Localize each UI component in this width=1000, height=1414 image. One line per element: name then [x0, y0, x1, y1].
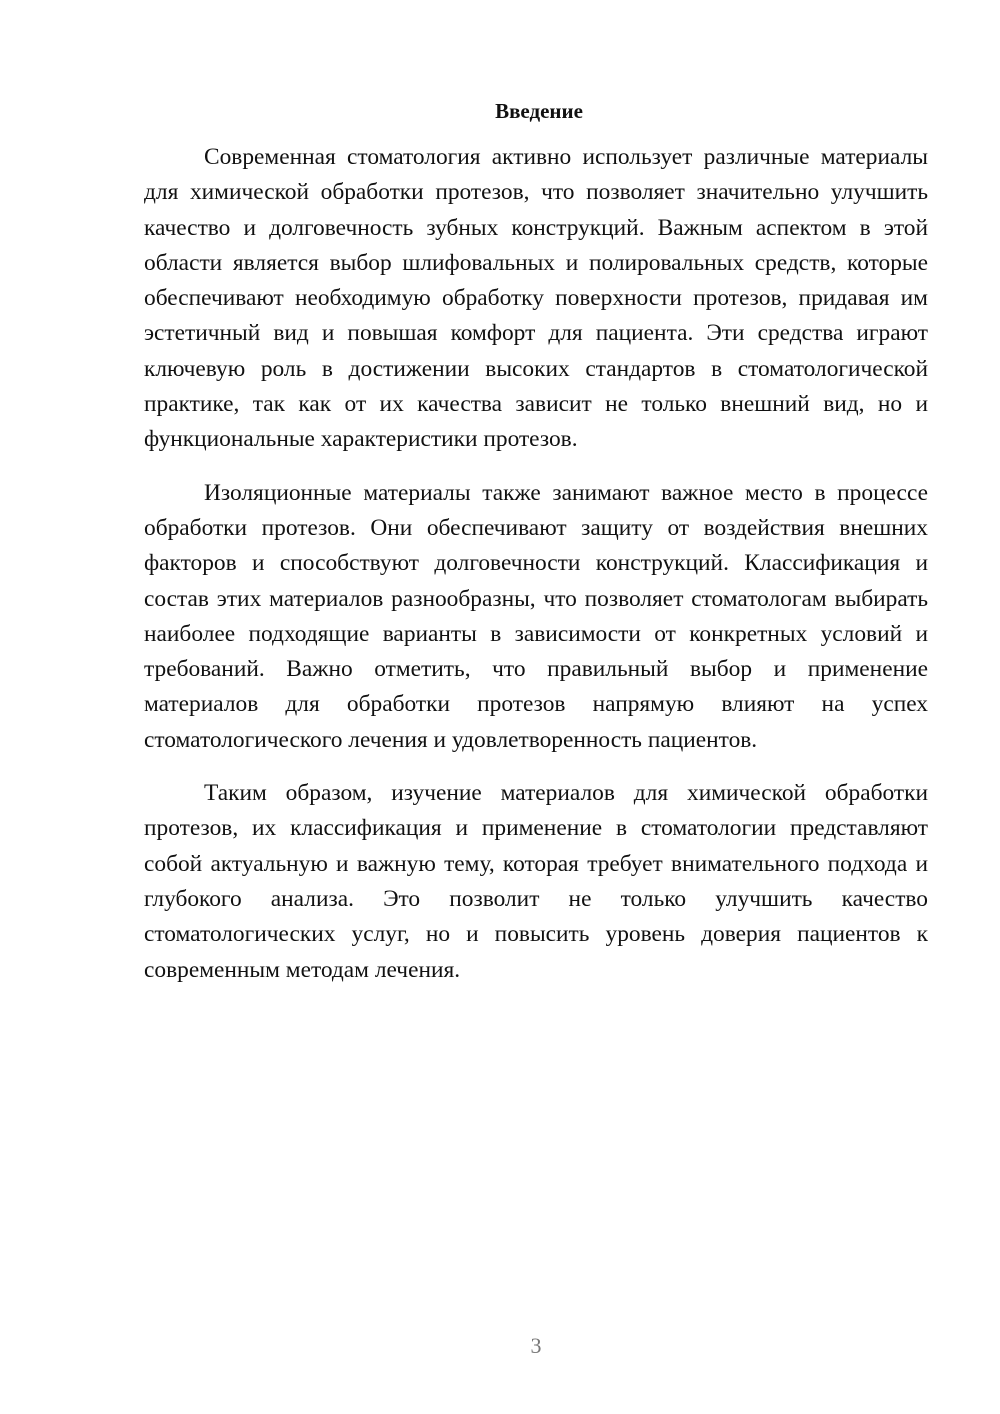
- page-number: 3: [530, 1333, 542, 1358]
- intro-paragraph-3: Таким образом, изучение материалов для химической обработки протезов, их классификация и применение в стоматологии представляют собой актуальную и важную тему, которая требует внимательного подхода и глубокого анализа. Это позволит не только улучшить качество стоматологических услуг, но и повысить уровень доверия пациентов к современным методам лечения.: [144, 780, 928, 983]
- intro-paragraph-2: Изоляционные материалы также занимают важное место в процессе обработки протезов. Они обеспечивают защиту от воздействия внешних факторов и способствуют долговечности конструкций. Классификация и состав этих материалов разнообразны, что позволяет стоматологам выбирать наиболее подходящие варианты в зависимости от конкретных условий и требований. Важно отметить, что правильный выбор и применение материалов для обработки протезов напрямую влияют на успех стоматологического лечения и удовлетворенность пациентов.: [144, 479, 928, 753]
- intro-paragraph-1: Современная стоматология активно использует различные материалы для химической обработки протезов, что позволяет значительно улучшить качество и долговечность зубных конструкций. Важным аспектом в этой области является выбор шлифовальных и полировальных средств, которые обеспечивают необходимую обработку поверхности протезов, придавая им эстетичный вид и повышая комфорт для пациента. Эти средства играют ключевую роль в достижении высоких стандартов в стоматологической практике, так как от их качества зависит не только внешний вид, но и функциональные характеристики протезов.: [144, 144, 928, 453]
- page-content: [144, 96, 928, 988]
- page-title: Введение: [495, 99, 583, 123]
